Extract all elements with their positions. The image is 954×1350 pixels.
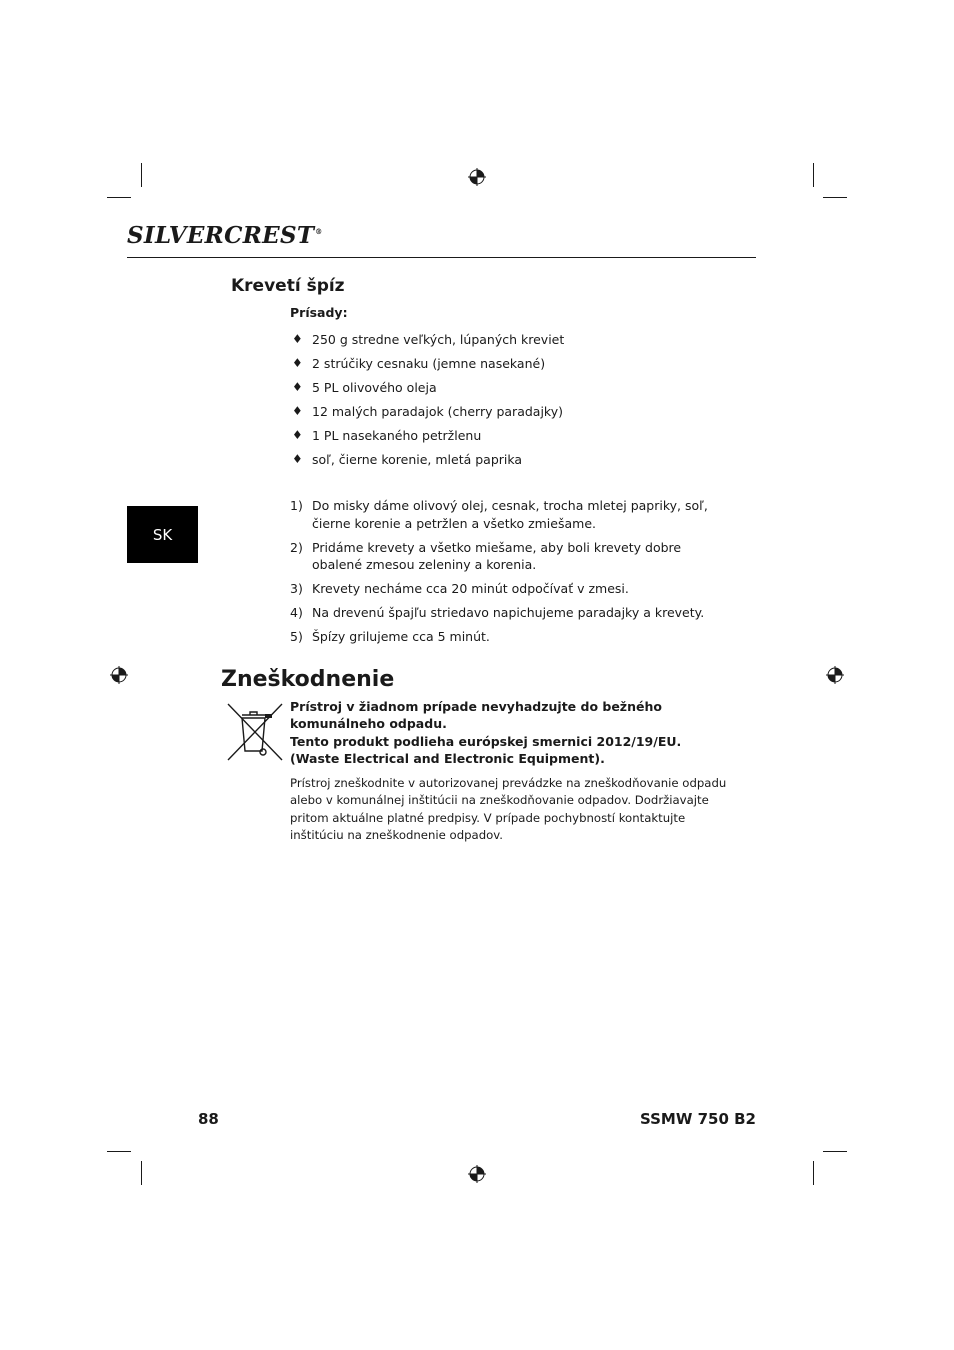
- ingredient-text: 2 strúčiky cesnaku (jemne nasekané): [312, 356, 546, 371]
- step-text: Pridáme krevety a všetko miešame, aby boli krevety dobre obalené zmesou zeleniny a korenia.: [312, 539, 682, 572]
- recipe-title: Krevetí špíz: [231, 276, 345, 296]
- model-number: SSMW 750 B2: [639, 1110, 756, 1128]
- list-item: [292, 539, 732, 574]
- step-number: 4): [290, 605, 303, 620]
- step-number: 5): [290, 629, 303, 644]
- list-item: [292, 355, 732, 379]
- diamond-bullet-icon: ♦: [292, 452, 303, 466]
- crop-mark: [813, 163, 814, 187]
- language-tab: SK: [127, 506, 198, 563]
- crop-mark: [141, 1161, 142, 1185]
- registration-mark-icon: [468, 1165, 486, 1183]
- steps-list: [292, 497, 732, 652]
- crossed-out-wheelie-bin-icon: [226, 702, 284, 762]
- list-item: [292, 604, 732, 622]
- ingredient-text: soľ, čierne korenie, mletá paprika: [312, 452, 523, 467]
- step-number: 1): [290, 498, 303, 513]
- step-number: 2): [290, 539, 303, 555]
- page-number: 88: [198, 1110, 219, 1128]
- warning-line: (Waste Electrical and Electronic Equipment).: [290, 750, 605, 766]
- ingredients-list: [292, 331, 732, 475]
- warning-line: Prístroj v žiadnom prípade nevyhadzujte do bežného: [290, 699, 662, 714]
- warning-line: Tento produkt podlieha európskej smernici 2012/19/EU.: [290, 733, 682, 749]
- disposal-title: Zneškodnenie: [221, 667, 395, 692]
- list-item: [292, 580, 732, 598]
- crop-mark: [107, 1151, 131, 1152]
- warning-line: komunálneho odpadu.: [290, 716, 447, 732]
- ingredient-text: 1 PL nasekaného petržlenu: [312, 428, 482, 443]
- list-item: [292, 379, 732, 403]
- registration-mark-icon: [110, 666, 128, 684]
- step-text: Špízy grilujeme cca 5 minút.: [312, 629, 490, 644]
- diamond-bullet-icon: ♦: [292, 428, 303, 442]
- list-item: [292, 628, 732, 646]
- step-text: Do misky dáme olivový olej, cesnak, trocha mletej papriky, soľ, čierne korenie a petržlen a všetko zmiešame.: [312, 498, 708, 531]
- list-item: [292, 403, 732, 427]
- ingredient-text: 250 g stredne veľkých, lúpaných kreviet: [312, 332, 565, 347]
- registered-mark-icon: ®: [315, 227, 323, 237]
- ingredient-text: 5 PL olivového oleja: [312, 380, 437, 395]
- list-item: [292, 331, 732, 355]
- diamond-bullet-icon: ♦: [292, 332, 303, 346]
- registration-mark-icon: [826, 666, 844, 684]
- step-text: Krevety necháme cca 20 minút odpočívať v zmesi.: [312, 581, 629, 596]
- ingredients-label: Prísady:: [290, 305, 348, 320]
- crop-mark: [823, 1151, 847, 1152]
- registration-mark-icon: [468, 168, 486, 186]
- crop-mark: [823, 197, 847, 198]
- disposal-warning: [290, 698, 740, 767]
- step-number: 3): [290, 581, 303, 596]
- crop-mark: [813, 1161, 814, 1185]
- diamond-bullet-icon: ♦: [292, 404, 303, 418]
- list-item: [292, 497, 732, 532]
- step-text: Na drevenú špajľu striedavo napichujeme paradajky a krevety.: [312, 605, 705, 620]
- crop-mark: [141, 163, 142, 187]
- brand-name: SILVERCREST: [127, 222, 315, 249]
- header-rule: [127, 257, 756, 258]
- list-item: [292, 451, 732, 475]
- disposal-paragraph: Prístroj zneškodnite v autorizovanej prevádzke na zneškodňovanie odpadu alebo v komunálnej inštitúcii na zneškodňovanie odpadov. Dodržiavajte pritom aktuálne platné predpisy. V prípade pochybností kontaktujte inštitúciu na zneškodnenie odpadov.: [290, 776, 727, 842]
- brand-logo: [127, 222, 323, 249]
- diamond-bullet-icon: ♦: [292, 380, 303, 394]
- diamond-bullet-icon: ♦: [292, 356, 303, 370]
- list-item: [292, 427, 732, 451]
- ingredient-text: 12 malých paradajok (cherry paradajky): [312, 404, 563, 419]
- crop-mark: [107, 197, 131, 198]
